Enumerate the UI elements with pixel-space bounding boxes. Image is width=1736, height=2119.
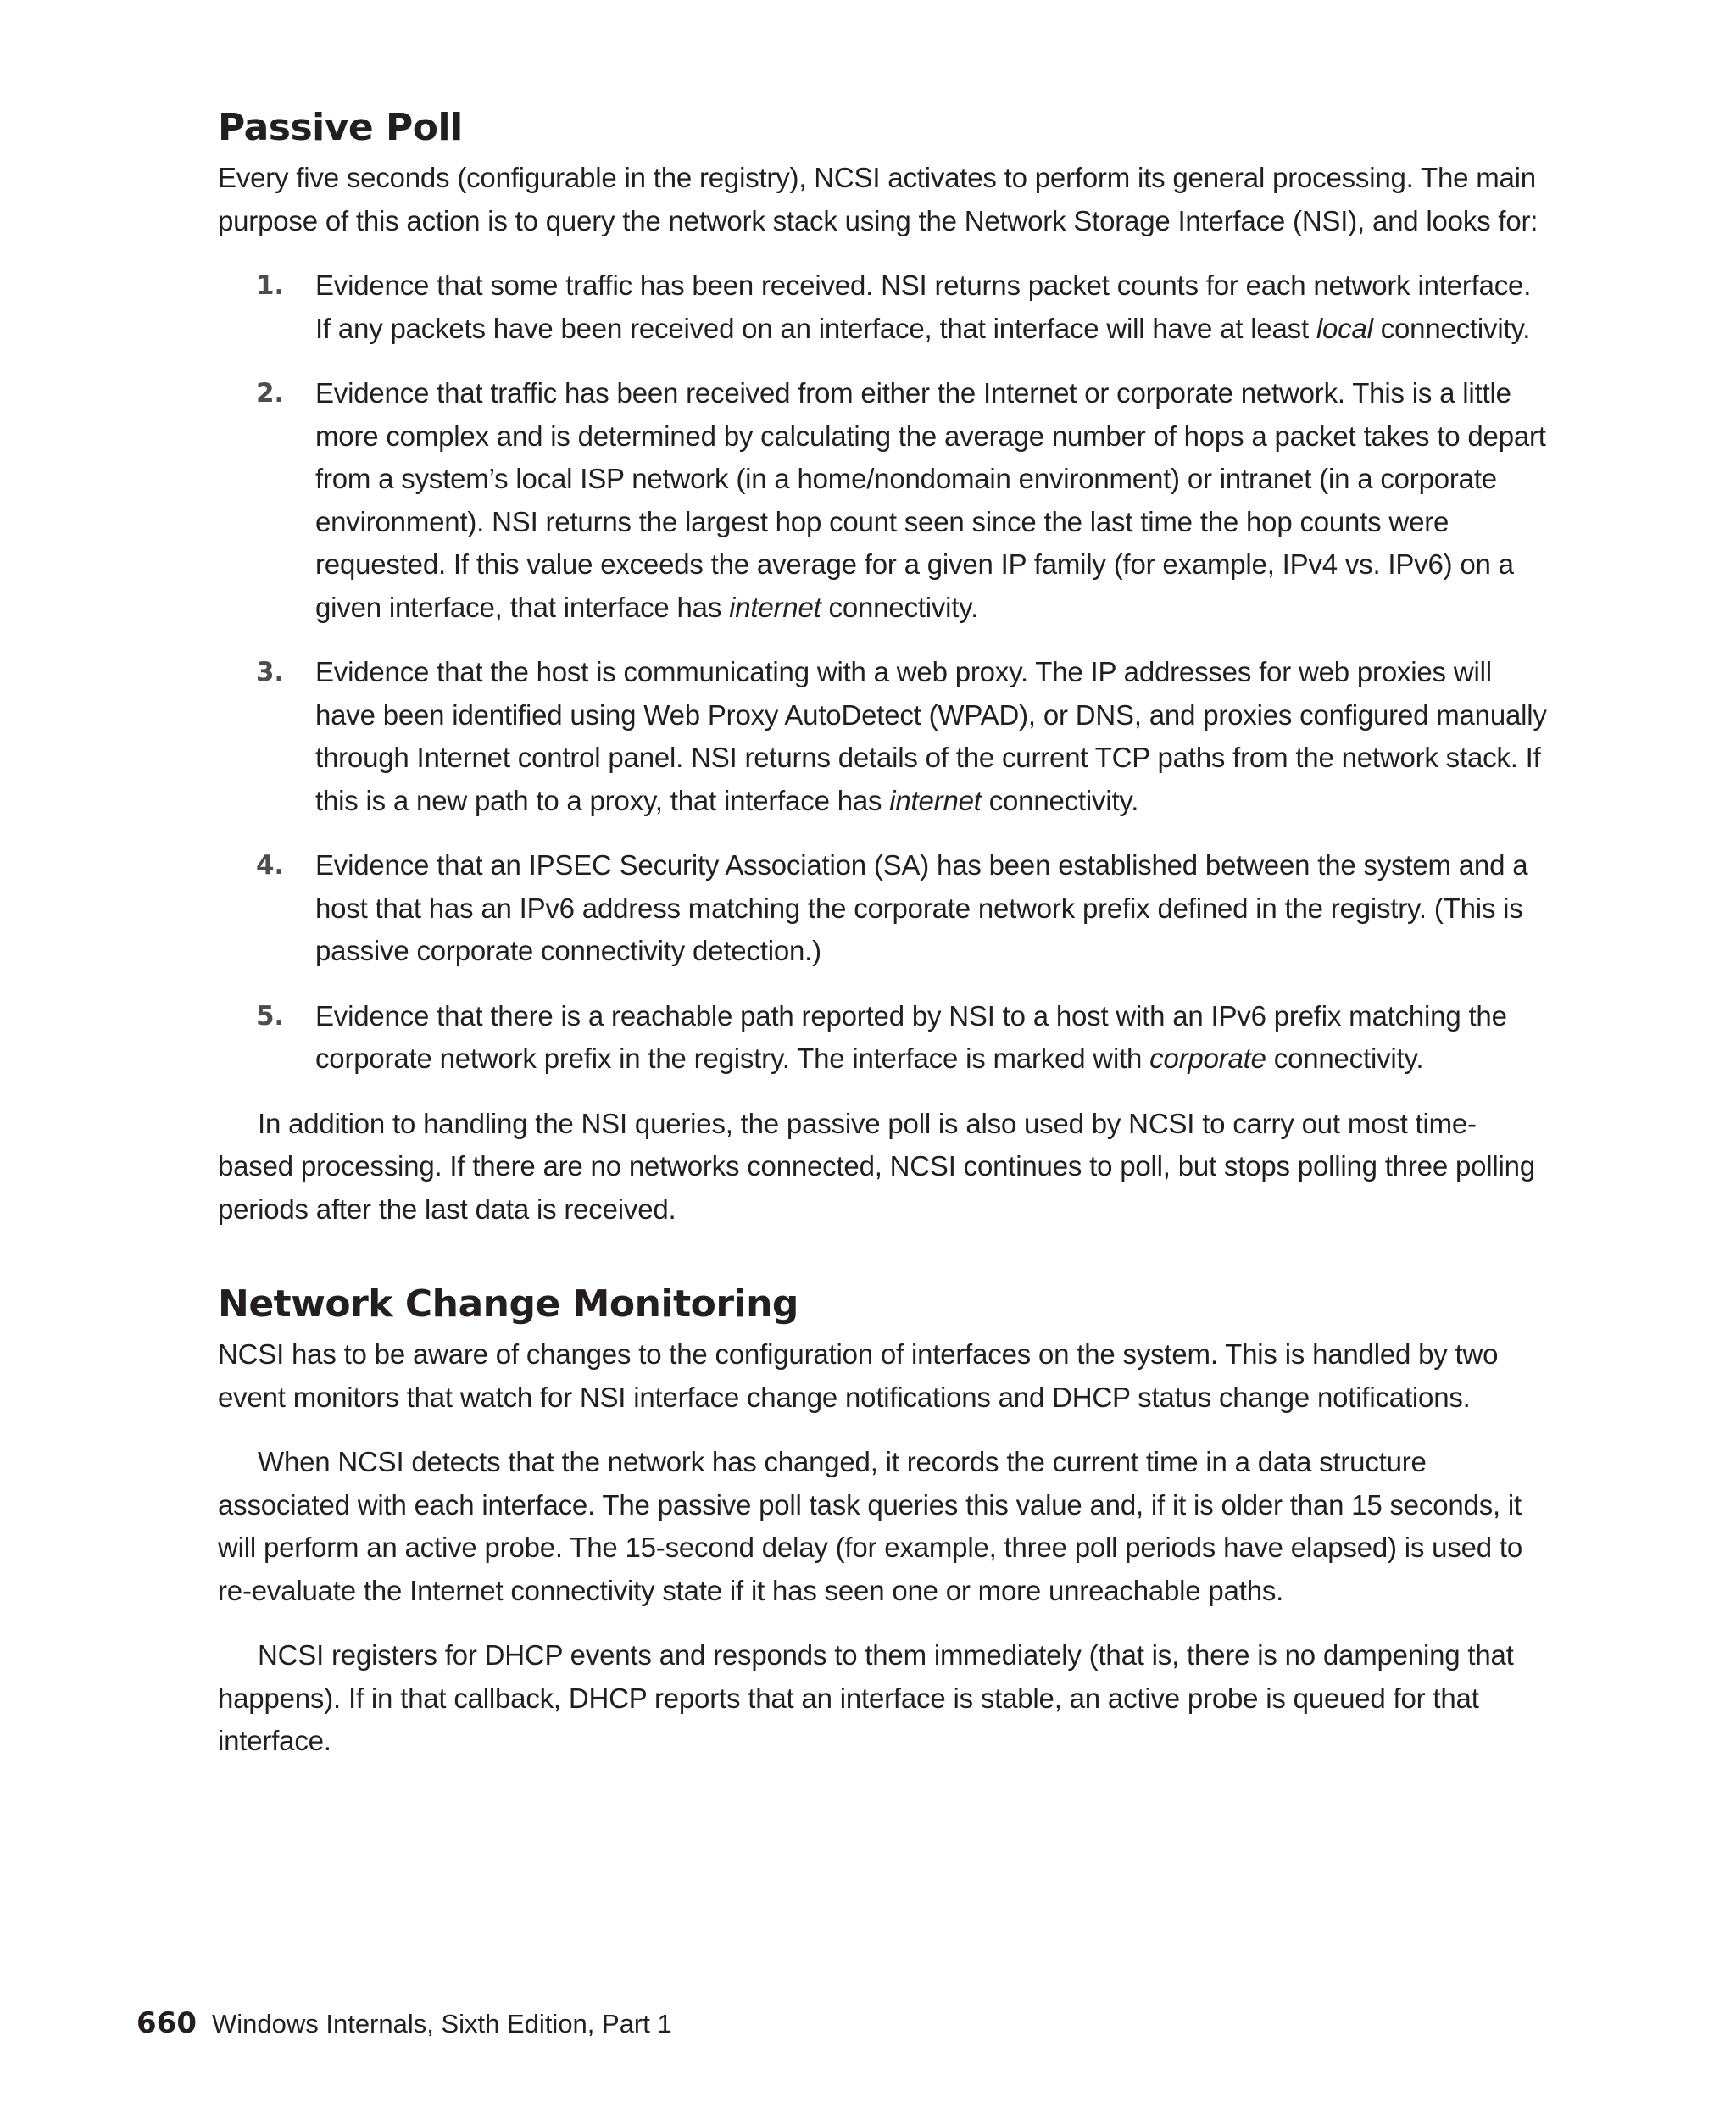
list-item-number: 3. xyxy=(256,657,284,688)
list-item-text: Evidence that some traffic has been received. NSI returns packet counts for each network interface. If any packets have been received on an interface, that interface will have at least xyxy=(315,270,1532,344)
list-item xyxy=(218,372,1549,629)
list-item-number: 1. xyxy=(256,270,284,302)
list-item-number: 5. xyxy=(256,1000,284,1032)
network-change-intro: NCSI has to be aware of changes to the configuration of interfaces on the system. This is handled by two event monitors that watch for NSI interface change notifications and DHCP status change notifications. xyxy=(218,1338,1499,1413)
list-item-text: Evidence that the host is communicating with a web proxy. The IP addresses for web proxies will have been identified using Web Proxy AutoDetect (WPAD), or DNS, and proxies configured manually through Internet control panel. NSI returns details of the current TCP paths from the network stack. If this is a new path to a proxy, that interface has xyxy=(315,656,1547,816)
passive-poll-summary: In addition to handling the NSI queries, the passive poll is also used by NCSI to carry out most time-based processing. If there are no networks connected, NCSI continues to poll, but stops polling three polling periods after the last data is received. xyxy=(218,1107,1535,1225)
list-item-text-end: connectivity. xyxy=(821,591,979,623)
list-item xyxy=(218,264,1549,350)
list-item-text: Evidence that an IPSEC Security Association (SA) has been established between the system and a host that has an IPv6 address matching the corporate network prefix defined in the registry. (This is passive corporate connectivity detection.) xyxy=(315,849,1528,967)
page-body xyxy=(218,103,1549,1763)
list-item-text: Evidence that traffic has been received from either the Internet or corporate network. This is a little more complex and is determined by calculating the average number of hops a packet takes to depart from a system’s local ISP network (in a home/nondomain environment) or intranet (in a corporate environment). NSI returns the largest hop count seen since the last time the hop counts were requested. If this value exceeds the average for a given IP family (for example, IPv4 vs. IPv6) on a given interface, that interface has xyxy=(315,377,1546,623)
passive-poll-intro: Every five seconds (configurable in the registry), NCSI activates to perform its general processing. The main purpose of this action is to query the network stack using the Network Storage Interface (NSI), and looks for: xyxy=(218,162,1538,236)
list-item xyxy=(218,995,1549,1081)
list-item xyxy=(218,844,1549,973)
page-number: 660 xyxy=(136,2006,197,2040)
list-item-emphasis: corporate xyxy=(1149,1043,1266,1075)
list-item-number: 2. xyxy=(256,378,284,409)
list-item-text-end: connectivity. xyxy=(981,784,1139,816)
section-heading-network-change-monitoring: Network Change Monitoring xyxy=(218,1282,798,1326)
list-item-text-end: connectivity. xyxy=(1372,312,1531,344)
list-item-text-end: connectivity. xyxy=(1266,1043,1424,1075)
list-item-text: Evidence that there is a reachable path reported by NSI to a host with an IPv6 prefix matching the corporate network prefix in the registry. The interface is marked with xyxy=(315,999,1507,1075)
evidence-list xyxy=(218,264,1549,1081)
network-change-paragraph-2: When NCSI detects that the network has changed, it records the current time in a data structure associated with each interface. The passive poll task queries this value and, if it is older than 15 seconds, it will perform an active probe. The 15-second delay (for example, three poll periods have elapsed) is used to re-evaluate the Internet connectivity state if it has seen one or more unreachable paths. xyxy=(218,1446,1523,1606)
list-item xyxy=(218,651,1549,822)
network-change-paragraph-3: NCSI registers for DHCP events and responds to them immediately (that is, there is no dampening that happens). If in that callback, DHCP reports that an interface is stable, an active probe is queued for that interface. xyxy=(218,1639,1514,1757)
list-item-emphasis: internet xyxy=(729,591,821,623)
list-item-emphasis: internet xyxy=(889,784,982,816)
book-title: Windows Internals, Sixth Edition, Part 1 xyxy=(211,2009,672,2038)
list-item-number: 4. xyxy=(256,850,284,882)
page-footer xyxy=(136,2002,672,2045)
section-heading-passive-poll: Passive Poll xyxy=(218,106,463,149)
list-item-emphasis: local xyxy=(1316,312,1373,344)
